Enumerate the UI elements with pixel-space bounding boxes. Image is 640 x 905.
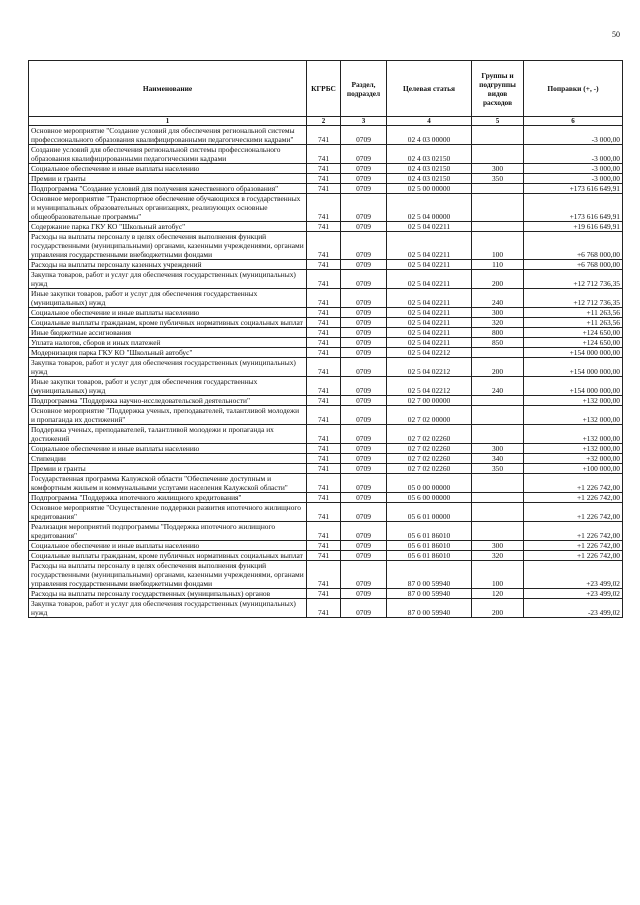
table-row <box>29 358 623 377</box>
row-amount: +1 226 742,00 <box>524 503 623 522</box>
table-body <box>29 126 623 618</box>
row-section: 0709 <box>341 289 387 308</box>
row-amount: +132 000,00 <box>524 425 623 444</box>
row-kgrbs: 741 <box>307 377 341 396</box>
table-row <box>29 308 623 318</box>
row-name: Основное мероприятие "Осуществление поддержки развития ипотечного жилищного кредитования" <box>29 503 307 522</box>
header-expense-group: Группы и подгруппы видов расходов <box>472 61 524 117</box>
table-row <box>29 232 623 260</box>
table-row <box>29 464 623 474</box>
row-section: 0709 <box>341 358 387 377</box>
table-row <box>29 406 623 425</box>
row-section: 0709 <box>341 425 387 444</box>
row-expense-group: 300 <box>472 541 524 551</box>
row-name: Расходы на выплаты персоналу государственных (муниципальных) органов <box>29 589 307 599</box>
row-target-article: 87 0 00 59940 <box>387 599 472 618</box>
row-expense-group <box>472 348 524 358</box>
table-row <box>29 126 623 145</box>
row-name: Премии и гранты <box>29 174 307 184</box>
row-kgrbs: 741 <box>307 338 341 348</box>
row-target-article: 02 5 04 02211 <box>387 308 472 318</box>
header-kgrbs: КГРБС <box>307 61 341 117</box>
row-expense-group: 350 <box>472 174 524 184</box>
header-amendments: Поправки (+, -) <box>524 61 623 117</box>
row-section: 0709 <box>341 348 387 358</box>
row-target-article: 02 5 04 02211 <box>387 222 472 232</box>
row-target-article: 02 7 02 00000 <box>387 406 472 425</box>
row-amount: -3 000,00 <box>524 174 623 184</box>
row-name: Иные закупки товаров, работ и услуг для обеспечения государственных (муниципальных) нужд <box>29 289 307 308</box>
row-section: 0709 <box>341 561 387 589</box>
row-section: 0709 <box>341 260 387 270</box>
table-row <box>29 503 623 522</box>
row-name: Социальные выплаты гражданам, кроме публичных нормативных социальных выплат <box>29 318 307 328</box>
row-name: Премии и гранты <box>29 464 307 474</box>
row-kgrbs: 741 <box>307 599 341 618</box>
row-kgrbs: 741 <box>307 589 341 599</box>
header-name: Наименование <box>29 61 307 117</box>
row-target-article: 02 5 04 02212 <box>387 377 472 396</box>
row-target-article: 02 4 03 02150 <box>387 164 472 174</box>
row-target-article: 02 5 04 02211 <box>387 318 472 328</box>
budget-amendments-table <box>28 60 623 618</box>
row-amount: +1 226 742,00 <box>524 551 623 561</box>
row-target-article: 05 0 00 00000 <box>387 474 472 493</box>
row-expense-group: 200 <box>472 270 524 289</box>
row-name: Закупка товаров, работ и услуг для обеспечения государственных (муниципальных) нужд <box>29 270 307 289</box>
row-amount: -3 000,00 <box>524 145 623 164</box>
row-expense-group <box>472 425 524 444</box>
table-row <box>29 184 623 194</box>
row-section: 0709 <box>341 222 387 232</box>
row-amount: +173 616 649,91 <box>524 194 623 222</box>
row-kgrbs: 741 <box>307 561 341 589</box>
row-section: 0709 <box>341 164 387 174</box>
row-target-article: 87 0 00 59940 <box>387 561 472 589</box>
row-amount: +154 000 000,00 <box>524 358 623 377</box>
row-expense-group: 850 <box>472 338 524 348</box>
row-target-article: 02 4 03 00000 <box>387 126 472 145</box>
row-kgrbs: 741 <box>307 464 341 474</box>
row-amount: +124 650,00 <box>524 328 623 338</box>
row-target-article: 02 5 00 00000 <box>387 184 472 194</box>
row-amount: -3 000,00 <box>524 126 623 145</box>
table-row <box>29 474 623 493</box>
row-kgrbs: 741 <box>307 541 341 551</box>
row-expense-group <box>472 184 524 194</box>
header-target-article: Целевая статья <box>387 61 472 117</box>
row-section: 0709 <box>341 522 387 541</box>
row-amount: +173 616 649,91 <box>524 184 623 194</box>
row-expense-group <box>472 474 524 493</box>
row-target-article: 05 6 01 86010 <box>387 551 472 561</box>
row-amount: +132 000,00 <box>524 406 623 425</box>
row-kgrbs: 741 <box>307 522 341 541</box>
row-target-article: 02 5 04 02211 <box>387 328 472 338</box>
row-kgrbs: 741 <box>307 318 341 328</box>
table-row <box>29 396 623 406</box>
column-index: 3 <box>341 117 387 126</box>
row-kgrbs: 741 <box>307 454 341 464</box>
row-target-article: 05 6 01 86010 <box>387 522 472 541</box>
table-row <box>29 194 623 222</box>
row-section: 0709 <box>341 599 387 618</box>
row-section: 0709 <box>341 308 387 318</box>
row-amount: -3 000,00 <box>524 164 623 174</box>
row-name: Подпрограмма "Поддержка ипотечного жилищного кредитования" <box>29 493 307 503</box>
row-expense-group <box>472 493 524 503</box>
row-target-article: 02 7 02 02260 <box>387 464 472 474</box>
row-target-article: 02 5 04 02211 <box>387 232 472 260</box>
row-amount: +12 712 736,35 <box>524 289 623 308</box>
header-row <box>29 61 623 117</box>
row-expense-group <box>472 396 524 406</box>
table-row <box>29 454 623 464</box>
row-section: 0709 <box>341 464 387 474</box>
row-section: 0709 <box>341 454 387 464</box>
row-expense-group <box>472 126 524 145</box>
row-expense-group: 240 <box>472 289 524 308</box>
row-section: 0709 <box>341 444 387 454</box>
table-row <box>29 260 623 270</box>
row-target-article: 02 7 02 02260 <box>387 454 472 464</box>
row-target-article: 02 5 04 00000 <box>387 194 472 222</box>
row-name: Расходы на выплаты персоналу в целях обеспечения выполнения функций государственными (муниципальными) органами, казенными учреждениями, органами управления государственными внебюджетными фондами <box>29 232 307 260</box>
header-section: Раздел, подраздел <box>341 61 387 117</box>
row-expense-group: 320 <box>472 318 524 328</box>
row-target-article: 02 7 02 02260 <box>387 425 472 444</box>
row-name: Расходы на выплаты персоналу в целях обеспечения выполнения функций государственными (муниципальными) органами, казенными учреждениями, органами управления государственными внебюджетными фондами <box>29 561 307 589</box>
row-amount: -23 499,02 <box>524 599 623 618</box>
row-amount: +132 000,00 <box>524 444 623 454</box>
row-expense-group <box>472 522 524 541</box>
row-amount: +1 226 742,00 <box>524 493 623 503</box>
row-kgrbs: 741 <box>307 348 341 358</box>
table-row <box>29 318 623 328</box>
row-kgrbs: 741 <box>307 184 341 194</box>
row-section: 0709 <box>341 184 387 194</box>
row-name: Уплата налогов, сборов и иных платежей <box>29 338 307 348</box>
row-kgrbs: 741 <box>307 126 341 145</box>
table-row <box>29 541 623 551</box>
row-name: Социальные выплаты гражданам, кроме публичных нормативных социальных выплат <box>29 551 307 561</box>
row-kgrbs: 741 <box>307 493 341 503</box>
row-amount: +100 000,00 <box>524 464 623 474</box>
row-target-article: 02 7 00 00000 <box>387 396 472 406</box>
table-row <box>29 377 623 396</box>
row-section: 0709 <box>341 194 387 222</box>
table-row <box>29 328 623 338</box>
row-name: Социальное обеспечение и иные выплаты населению <box>29 541 307 551</box>
row-expense-group <box>472 222 524 232</box>
row-section: 0709 <box>341 589 387 599</box>
row-expense-group: 300 <box>472 308 524 318</box>
row-name: Стипендии <box>29 454 307 464</box>
row-expense-group <box>472 503 524 522</box>
row-target-article: 02 4 03 02150 <box>387 145 472 164</box>
row-amount: +12 712 736,35 <box>524 270 623 289</box>
row-amount: +132 000,00 <box>524 396 623 406</box>
row-expense-group: 350 <box>472 464 524 474</box>
row-amount: +154 000 000,00 <box>524 348 623 358</box>
column-index: 6 <box>524 117 623 126</box>
column-index: 5 <box>472 117 524 126</box>
table-row <box>29 551 623 561</box>
row-target-article: 05 6 00 00000 <box>387 493 472 503</box>
column-index: 1 <box>29 117 307 126</box>
row-name: Подпрограмма "Создание условий для получения качественного образования" <box>29 184 307 194</box>
row-amount: +23 499,02 <box>524 589 623 599</box>
row-expense-group: 100 <box>472 561 524 589</box>
row-expense-group: 240 <box>472 377 524 396</box>
row-name: Подпрограмма "Поддержка научно-исследовательской деятельности" <box>29 396 307 406</box>
row-amount: +32 000,00 <box>524 454 623 464</box>
row-name: Социальное обеспечение и иные выплаты населению <box>29 444 307 454</box>
row-name: Основное мероприятие "Создание условий для обеспечения региональной системы профессионального образования квалифицированными педагогическими кадрами" <box>29 126 307 145</box>
row-target-article: 05 6 01 86010 <box>387 541 472 551</box>
table-row <box>29 164 623 174</box>
table-row <box>29 493 623 503</box>
row-expense-group <box>472 194 524 222</box>
row-name: Иные бюджетные ассигнования <box>29 328 307 338</box>
table-row <box>29 599 623 618</box>
row-kgrbs: 741 <box>307 174 341 184</box>
row-kgrbs: 741 <box>307 194 341 222</box>
row-section: 0709 <box>341 406 387 425</box>
row-expense-group: 200 <box>472 599 524 618</box>
row-kgrbs: 741 <box>307 260 341 270</box>
row-expense-group: 100 <box>472 232 524 260</box>
row-amount: +11 263,56 <box>524 308 623 318</box>
row-kgrbs: 741 <box>307 358 341 377</box>
row-kgrbs: 741 <box>307 328 341 338</box>
row-kgrbs: 741 <box>307 474 341 493</box>
row-target-article: 02 5 04 02211 <box>387 270 472 289</box>
column-index-row <box>29 117 623 126</box>
row-expense-group: 110 <box>472 260 524 270</box>
row-section: 0709 <box>341 551 387 561</box>
row-expense-group <box>472 145 524 164</box>
row-name: Иные закупки товаров, работ и услуг для обеспечения государственных (муниципальных) нужд <box>29 377 307 396</box>
row-name: Основное мероприятие "Транспортное обеспечение обучающихся в государственных и муниципальных образовательных организациях, реализующих основные общеобразовательные программы" <box>29 194 307 222</box>
table-row <box>29 289 623 308</box>
column-index: 2 <box>307 117 341 126</box>
row-amount: +1 226 742,00 <box>524 541 623 551</box>
row-target-article: 05 6 01 00000 <box>387 503 472 522</box>
row-name: Содержание парка ГКУ КО "Школьный автобус" <box>29 222 307 232</box>
row-expense-group: 800 <box>472 328 524 338</box>
row-name: Социальное обеспечение и иные выплаты населению <box>29 308 307 318</box>
row-name: Поддержка ученых, преподавателей, талантливой молодежи и пропаганда их достижений <box>29 425 307 444</box>
table-row <box>29 222 623 232</box>
row-target-article: 02 5 04 02212 <box>387 348 472 358</box>
row-section: 0709 <box>341 503 387 522</box>
table-row <box>29 145 623 164</box>
row-section: 0709 <box>341 318 387 328</box>
row-name: Закупка товаров, работ и услуг для обеспечения государственных (муниципальных) нужд <box>29 599 307 618</box>
row-expense-group <box>472 406 524 425</box>
table-row <box>29 338 623 348</box>
row-kgrbs: 741 <box>307 222 341 232</box>
row-expense-group: 300 <box>472 444 524 454</box>
row-target-article: 02 5 04 02211 <box>387 338 472 348</box>
row-target-article: 02 7 02 02260 <box>387 444 472 454</box>
row-section: 0709 <box>341 541 387 551</box>
row-section: 0709 <box>341 232 387 260</box>
row-target-article: 02 4 03 02150 <box>387 174 472 184</box>
row-name: Модернизация парка ГКУ КО "Школьный автобус" <box>29 348 307 358</box>
row-expense-group: 200 <box>472 358 524 377</box>
row-kgrbs: 741 <box>307 270 341 289</box>
row-amount: +124 650,00 <box>524 338 623 348</box>
table-row <box>29 348 623 358</box>
row-amount: +6 768 000,00 <box>524 260 623 270</box>
row-name: Основное мероприятие "Поддержка ученых, преподавателей, талантливой молодежи и пропаганда их достижений" <box>29 406 307 425</box>
row-name: Государственная программа Калужской области "Обеспечение доступным и комфортным жильем и коммунальными услугами населения Калужской области" <box>29 474 307 493</box>
row-name: Расходы на выплаты персоналу казенных учреждений <box>29 260 307 270</box>
row-section: 0709 <box>341 338 387 348</box>
row-section: 0709 <box>341 328 387 338</box>
row-amount: +6 768 000,00 <box>524 232 623 260</box>
row-kgrbs: 741 <box>307 503 341 522</box>
row-target-article: 87 0 00 59940 <box>387 589 472 599</box>
table-row <box>29 589 623 599</box>
row-kgrbs: 741 <box>307 145 341 164</box>
row-amount: +1 226 742,00 <box>524 474 623 493</box>
table-row <box>29 425 623 444</box>
row-name: Реализация мероприятий подпрограммы "Поддержка ипотечного жилищного кредитования" <box>29 522 307 541</box>
row-kgrbs: 741 <box>307 164 341 174</box>
row-kgrbs: 741 <box>307 289 341 308</box>
table-row <box>29 522 623 541</box>
row-amount: +19 616 649,91 <box>524 222 623 232</box>
row-section: 0709 <box>341 270 387 289</box>
table-row <box>29 561 623 589</box>
row-section: 0709 <box>341 396 387 406</box>
row-expense-group: 120 <box>472 589 524 599</box>
page-number: 50 <box>612 30 620 39</box>
row-kgrbs: 741 <box>307 551 341 561</box>
row-section: 0709 <box>341 174 387 184</box>
row-target-article: 02 5 04 02211 <box>387 260 472 270</box>
table-row <box>29 270 623 289</box>
row-expense-group: 340 <box>472 454 524 464</box>
table-row <box>29 174 623 184</box>
table-row <box>29 444 623 454</box>
row-kgrbs: 741 <box>307 396 341 406</box>
row-kgrbs: 741 <box>307 308 341 318</box>
row-target-article: 02 5 04 02211 <box>387 289 472 308</box>
row-section: 0709 <box>341 493 387 503</box>
row-kgrbs: 741 <box>307 406 341 425</box>
row-amount: +154 000 000,00 <box>524 377 623 396</box>
row-name: Закупка товаров, работ и услуг для обеспечения государственных (муниципальных) нужд <box>29 358 307 377</box>
row-target-article: 02 5 04 02212 <box>387 358 472 377</box>
row-section: 0709 <box>341 377 387 396</box>
row-section: 0709 <box>341 474 387 493</box>
row-name: Социальное обеспечение и иные выплаты населению <box>29 164 307 174</box>
row-section: 0709 <box>341 145 387 164</box>
row-name: Создание условий для обеспечения региональной системы профессионального образования квалифицированными педагогическими кадрами <box>29 145 307 164</box>
row-expense-group: 300 <box>472 164 524 174</box>
row-kgrbs: 741 <box>307 425 341 444</box>
column-index: 4 <box>387 117 472 126</box>
row-kgrbs: 741 <box>307 444 341 454</box>
row-kgrbs: 741 <box>307 232 341 260</box>
row-expense-group: 320 <box>472 551 524 561</box>
row-section: 0709 <box>341 126 387 145</box>
row-amount: +23 499,02 <box>524 561 623 589</box>
row-amount: +1 226 742,00 <box>524 522 623 541</box>
row-amount: +11 263,56 <box>524 318 623 328</box>
